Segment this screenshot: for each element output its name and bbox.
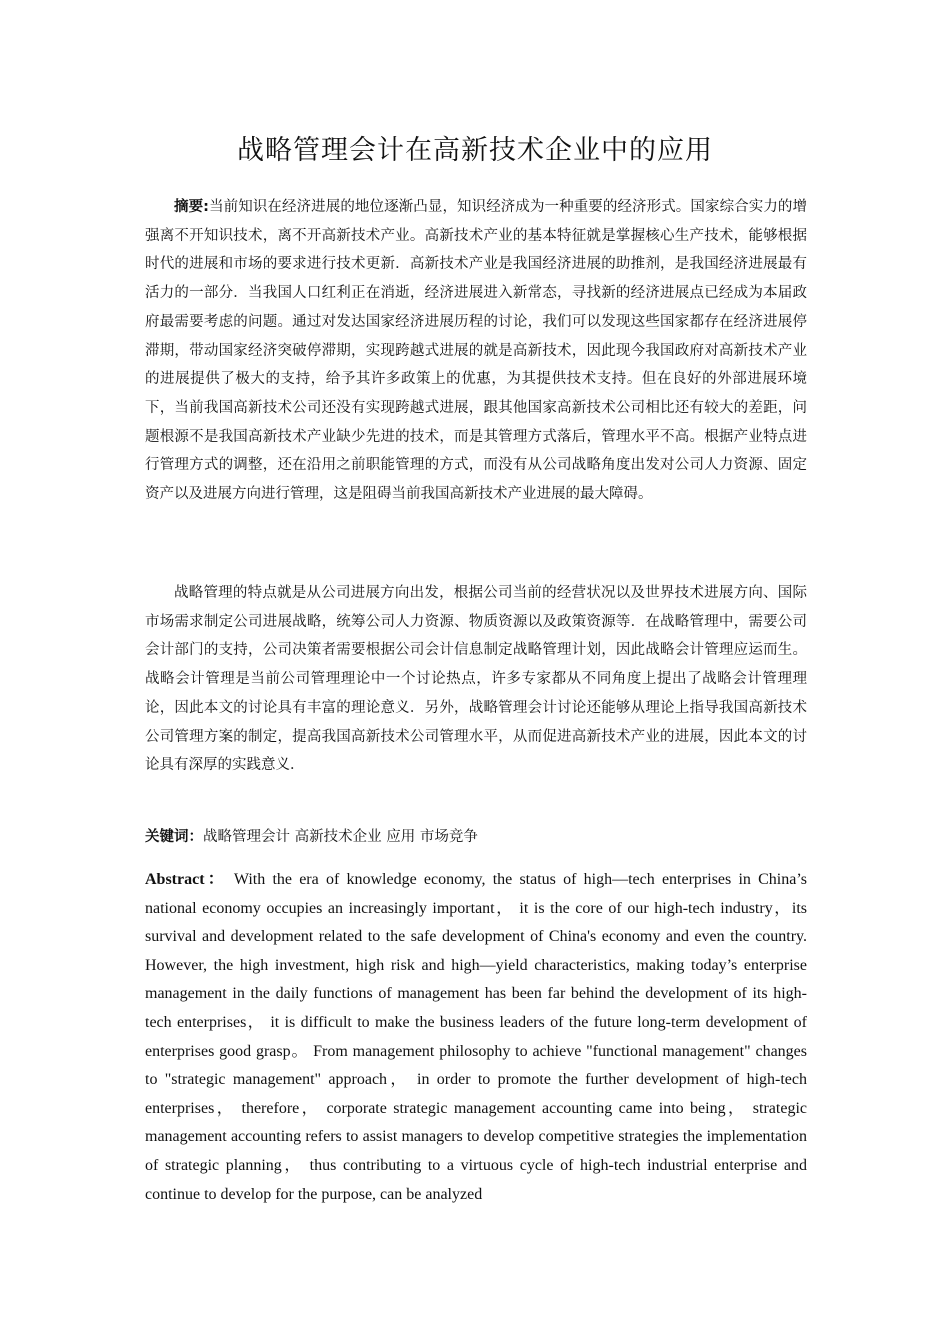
keywords-label: 关键词： — [145, 829, 203, 845]
body-paragraph: 战略管理的特点就是从公司进展方向出发，根据公司当前的经营状况以及世界技术进展方向、国际市场需求制定公司进展战略，统筹公司人力资源、物质资源以及政策资源等．在战略管理中，需要公司会计部门的支持，公司决策者需要根据公司会计信息制定战略管理计划，因此战略会计管理应运而生。战略会计管理是当前公司管理理论中一个讨论热点，许多专家都从不同角度上提出了战略会计管理理论，因此本文的讨论具有丰富的理论意义．另外，战略管理会计讨论还能够从理论上指导我国高新技术公司管理方案的制定，提高我国高新技术公司管理水平，从而促进高新技术产业的进展，因此本文的讨论具有深厚的实践意义． — [145, 585, 807, 774]
english-abstract-text: With the era of knowledge economy, the status of high—tech enterprises in China’s national economy occupies an increasingly important， it is the core of our high-tech industry，its survival and development related to the safe development of China's economy and even the country. However, the high investment, high risk and high—yield characteristics, making today’s enterprise management in the daily functions of management has been far behind the development of its high-tech enterprises， it is difficult to make the business leaders of the future long-term development of enterprises good grasp。 From management philosophy to achieve "functional management" changes to "strategic management" approach， in order to promote the further development of high-tech enterprises， therefore， corporate strategic management accounting came into being， strategic management accounting refers to assist managers to develop competitive strategies the implementation of strategic planning， thus contributing to a virtuous cycle of high-tech industrial enterprise and continue to develop for the purpose, can be analyzed — [145, 871, 808, 1203]
english-abstract — [145, 866, 807, 1209]
paper-title: 战略管理会计在高新技术企业中的应用 — [237, 135, 713, 166]
keywords — [145, 823, 807, 852]
abstract-label: 摘要: — [174, 199, 209, 215]
chinese-abstract — [145, 193, 807, 509]
abstract-text: 当前知识在经济进展的地位逐渐凸显，知识经济成为一种重要的经济形式。国家综合实力的增强离不开知识技术，离不开高新技术产业。高新技术产业的基本特征就是掌握核心生产技术，能够根据时代的进展和市场的要求进行技术更新．高新技术产业是我国经济进展的助推剂，是我国经济进展最有活力的一部分．当我国人口红利正在消逝，经济进展进入新常态，寻找新的经济进展点已经成为本届政府最需要考虑的问题。通过对发达国家经济进展历程的讨论，我们可以发现这些国家都存在经济进展停滞期，带动国家经济突破停滞期，实现跨越式进展的就是高新技术，因此现今我国政府对高新技术产业的进展提供了极大的支持，给予其许多政策上的优惠，为其提供技术支持。但在良好的外部进展环境下，当前我国高新技术公司还没有实现跨越式进展，跟其他国家高新技术公司相比还有较大的差距，问题根源不是我国高新技术产业缺少先进的技术，而是其管理方式落后，管理水平不高。根据产业特点进行管理方式的调整，还在沿用之前职能管理的方式，而没有从公司战略角度出发对公司人力资源、固定资产以及进展方向进行管理，这是阻碍当前我国高新技术产业进展的最大障碍。 — [145, 199, 807, 503]
english-abstract-label: Abstract： — [145, 871, 227, 888]
keywords-text: 战略管理会计 高新技术企业 应用 市场竞争 — [203, 829, 478, 845]
